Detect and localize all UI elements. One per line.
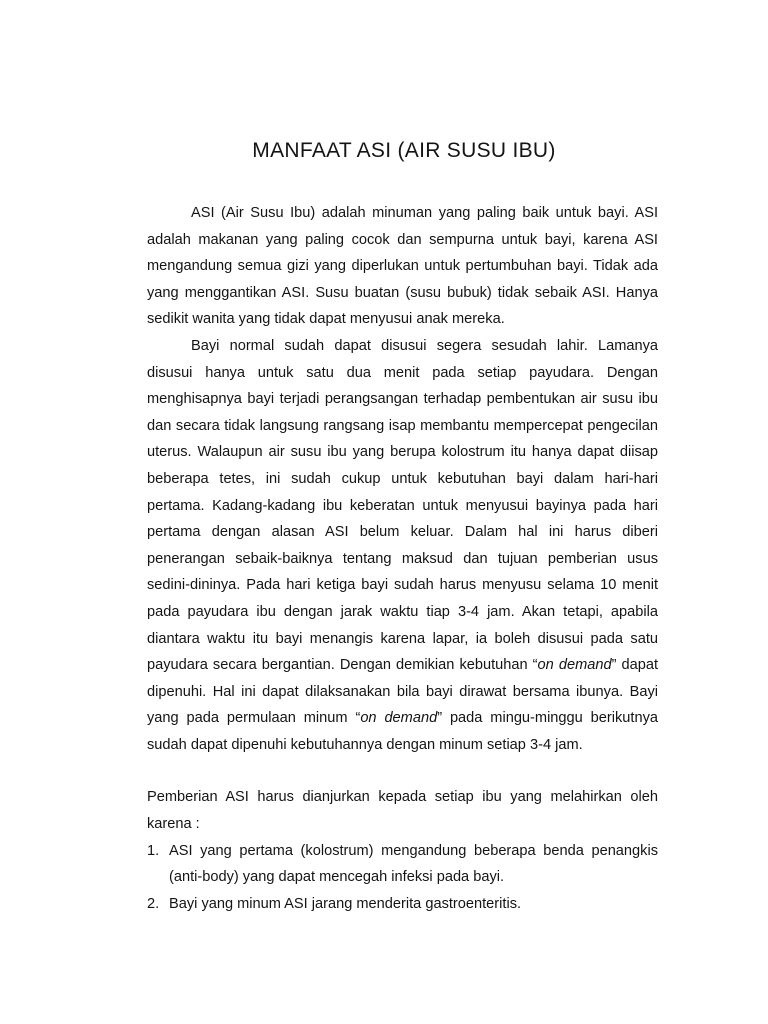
reasons-list: [147, 838, 658, 918]
italic-on-demand-1: on demand: [537, 657, 612, 674]
document-title: MANFAAT ASI (AIR SUSU IBU): [252, 139, 556, 162]
list-item-number: 1.: [147, 842, 160, 859]
list-item: [147, 891, 658, 918]
paragraph-2-part-1: Bayi normal sudah dapat disusui segera sesudah lahir. Lamanya disusui hanya untuk satu dua menit pada setiap payudara. Dengan menghisapnya bayi terjadi perangsangan terhadap pembentukan air susu ibu dan secara tidak langsung rangsang isap membantu mempercepat pengecilan uterus. Walaupun air susu ibu yang berupa kolostrum itu hanya dapat diisap beberapa tetes, ini sudah cukup untuk kebutuhan bayi dalam hari-hari pertama. Kadang-kadang ibu keberatan untuk menyusui bayinya pada hari pertama dengan alasan ASI belum keluar. Dalam hal ini harus diberi penerangan sebaik-baiknya tentang maksud dan tujuan pemberian usus sedini-dininya. Pada hari ketiga bayi sudah harus menyusu selama 10 menit pada payudara ibu dengan jarak waktu tiap 3-4 jam. Akan tetapi, apabila diantara waktu itu bayi menangis karena lapar, ia boleh disusui pada satu payudara secara bergantian. Dengan demikian kebutuhan “: [147, 337, 658, 674]
italic-on-demand-2: on demand: [360, 710, 438, 727]
paragraph-2: [147, 333, 658, 759]
paragraph-2-part-3: ” pada mingu-minggu berikutnya sudah dapat dipenuhi kebutuhannya dengan minum setiap 3-4 jam.: [147, 710, 659, 753]
paragraph-gap: [147, 758, 658, 784]
document-body: [147, 200, 658, 917]
list-item-number: 2.: [147, 895, 160, 912]
paragraph-2-part-2: ” dapat dipenuhi. Hal ini dapat dilaksanakan bila bayi dirawat bersama ibunya. Bayi yang pada permulaan minum “: [147, 657, 659, 727]
list-item: [147, 838, 658, 891]
list-item-text: Bayi yang minum ASI jarang menderita gastroenteritis.: [169, 895, 522, 912]
list-item-text: ASI yang pertama (kolostrum) mengandung beberapa benda penangkis (anti-body) yang dapat mencegah infeksi pada bayi.: [169, 842, 658, 886]
paragraph-3: Pemberian ASI harus dianjurkan kepada setiap ibu yang melahirkan oleh karena :: [147, 789, 658, 833]
paragraph-1: ASI (Air Susu Ibu) adalah minuman yang paling baik untuk bayi. ASI adalah makanan yang paling cocok dan sempurna untuk bayi, karena ASI mengandung semua gizi yang diperlukan untuk pertumbuhan bayi. Tidak ada yang menggantikan ASI. Susu buatan (susu bubuk) tidak sebaik ASI. Hanya sedikit wanita yang tidak dapat menyusui anak mereka.: [147, 205, 658, 328]
